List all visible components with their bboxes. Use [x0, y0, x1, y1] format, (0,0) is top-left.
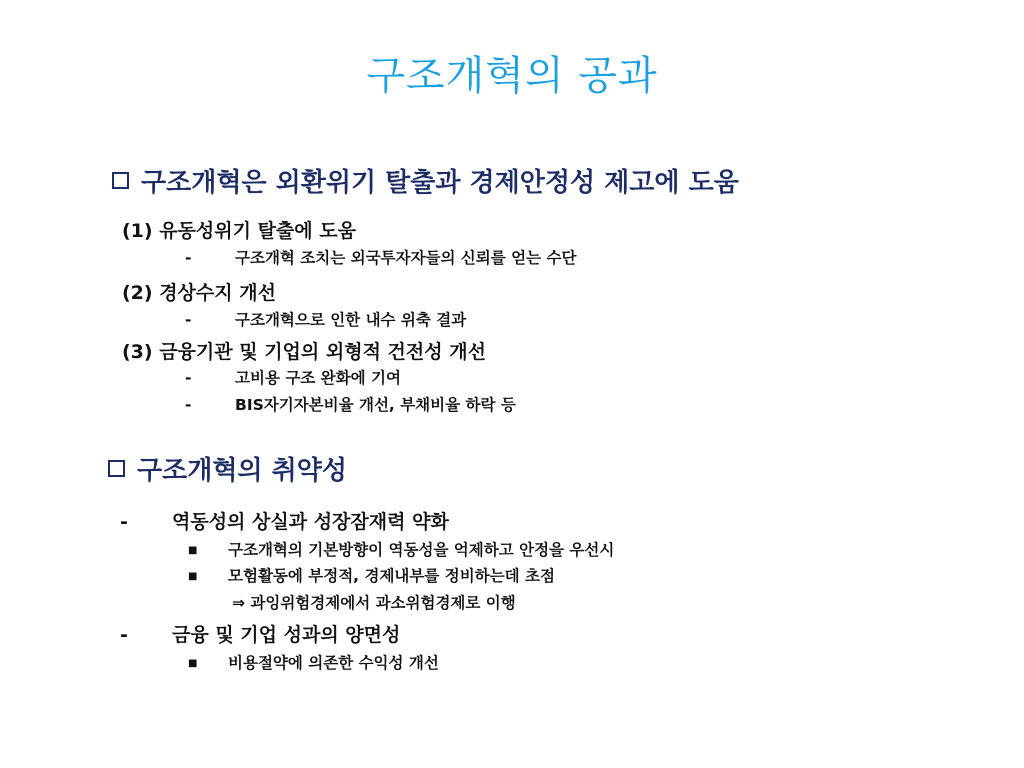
section-header-achievements	[112, 162, 739, 199]
item-liquidity-crisis: (1) 유동성위기 탈출에 도움	[122, 220, 356, 242]
arrow-note: ⇒ 과잉위험경제에서 과소위험경제로 이행	[232, 594, 516, 612]
item-current-account: (2) 경상수지 개선	[122, 282, 276, 304]
square-bullet-icon: ■	[188, 658, 198, 669]
item-financial-soundness: (3) 금융기관 및 기업의 외형적 건전성 개선	[122, 341, 486, 363]
section-header-text: 구조개혁은 외환위기 탈출과 경제안정성 제고에 도움	[141, 168, 739, 198]
bullet-line: ■ 구조개혁의 기본방향이 역동성을 억제하고 안정을 우선시	[188, 541, 615, 559]
dash-marker: -	[185, 369, 192, 387]
sub-line: - 구조개혁으로 인한 내수 위축 결과	[185, 311, 467, 329]
sub-line: - BIS자기자본비율 개선, 부채비율 하락 등	[185, 396, 516, 414]
sub-line: - 고비용 구조 완화에 기여	[185, 369, 401, 387]
slide-title: 구조개혁의 공과	[366, 53, 658, 99]
checkbox-square-icon	[108, 460, 125, 477]
item-duality-of-performance: - 금융 및 기업 성과의 양면성	[120, 624, 401, 646]
section-header-weaknesses	[108, 450, 347, 487]
dash-marker: -	[120, 511, 128, 533]
square-bullet-icon: ■	[188, 545, 198, 556]
dash-marker: -	[185, 396, 192, 414]
bullet-line: ■ 모험활동에 부정적, 경제내부를 정비하는데 초점	[188, 567, 555, 585]
item-loss-of-dynamism: - 역동성의 상실과 성장잠재력 약화	[120, 511, 449, 533]
square-bullet-icon: ■	[188, 571, 198, 582]
sub-line: - 구조개혁 조치는 외국투자자들의 신뢰를 얻는 수단	[185, 249, 577, 267]
dash-marker: -	[185, 249, 192, 267]
bullet-line: ■ 비용절약에 의존한 수익성 개선	[188, 654, 439, 672]
section-header-text: 구조개혁의 취약성	[137, 456, 347, 486]
dash-marker: -	[120, 624, 128, 646]
checkbox-square-icon	[112, 172, 129, 189]
dash-marker: -	[185, 311, 192, 329]
